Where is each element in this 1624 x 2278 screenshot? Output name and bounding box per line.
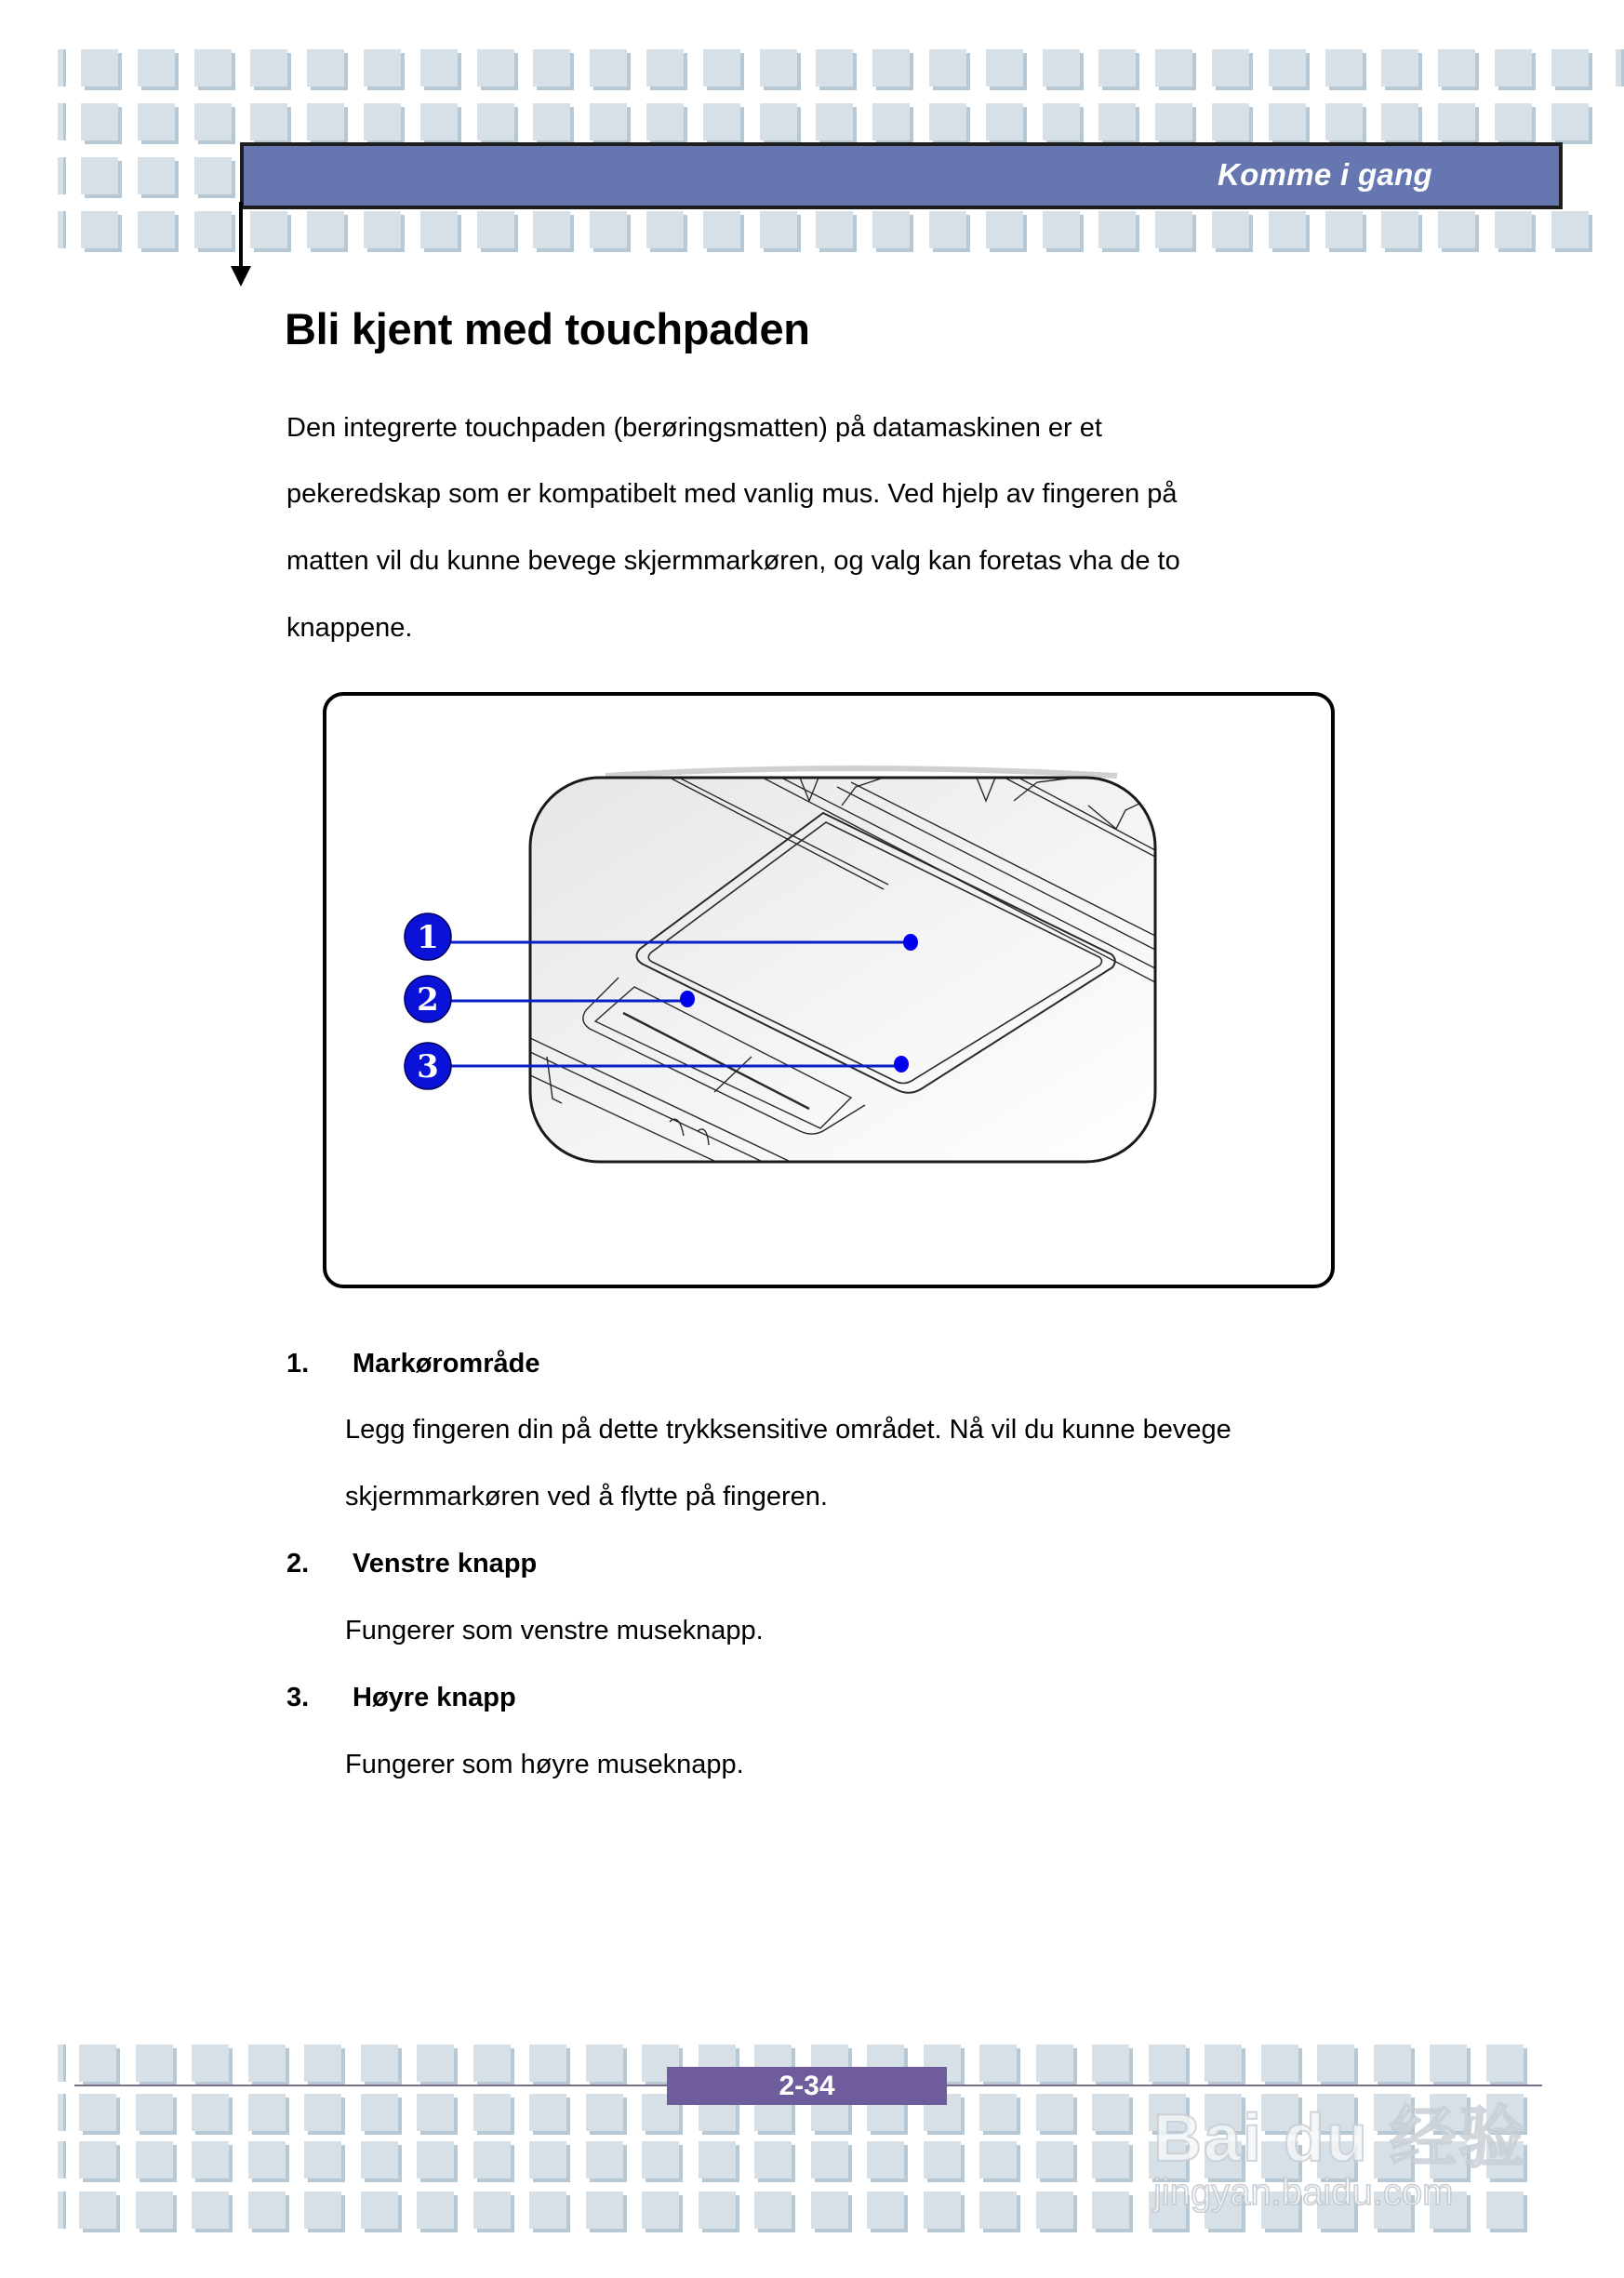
list-number: 1. — [286, 1349, 310, 1379]
callout-2-icon — [405, 976, 451, 1022]
grid-square — [420, 49, 458, 87]
grid-square — [1495, 103, 1532, 140]
grid-square — [473, 2191, 511, 2229]
grid-square — [250, 103, 287, 140]
grid-square — [79, 2045, 116, 2082]
grid-square — [1551, 211, 1589, 248]
grid-square — [533, 211, 570, 248]
grid-square — [304, 2094, 341, 2131]
grid-square — [138, 49, 175, 87]
grid-square — [1551, 103, 1589, 140]
grid-square — [1212, 49, 1249, 87]
grid-square — [417, 2191, 454, 2229]
baidu-watermark — [1153, 2032, 1553, 2237]
grid-square — [138, 157, 175, 194]
grid-square — [194, 157, 232, 194]
grid-square — [754, 2141, 792, 2178]
grid-square — [361, 2191, 398, 2229]
grid-square — [79, 2094, 116, 2131]
grid-square — [1325, 103, 1363, 140]
grid-square — [816, 211, 853, 248]
grid-square — [867, 2191, 904, 2229]
grid-square — [420, 103, 458, 140]
grid-square — [1092, 2094, 1129, 2131]
grid-square — [1325, 49, 1363, 87]
arrow-head-icon — [231, 266, 251, 286]
section-title: Komme i gang — [1218, 157, 1432, 192]
grid-square — [79, 2141, 116, 2178]
grid-square — [646, 103, 684, 140]
grid-square — [304, 2045, 341, 2082]
grid-square — [811, 2141, 848, 2178]
grid-strip — [58, 103, 63, 140]
grid-square — [477, 211, 514, 248]
grid-square — [192, 2045, 229, 2082]
grid-square — [307, 103, 344, 140]
grid-square — [646, 211, 684, 248]
grid-strip — [58, 211, 63, 248]
grid-square — [586, 2094, 623, 2131]
grid-square — [1098, 49, 1136, 87]
grid-square — [929, 103, 966, 140]
grid-square — [1325, 211, 1363, 248]
grid-square — [1036, 2094, 1073, 2131]
grid-square — [754, 2191, 792, 2229]
grid-square — [816, 103, 853, 140]
grid-square — [1269, 103, 1306, 140]
grid-square — [361, 2141, 398, 2178]
grid-square — [1036, 2141, 1073, 2178]
callout-3-icon — [405, 1043, 451, 1089]
grid-square — [1212, 211, 1249, 248]
grid-square — [1438, 49, 1475, 87]
grid-square — [586, 2141, 623, 2178]
list-text-line: skjermmarkøren ved å flytte på fingeren. — [345, 1482, 828, 1512]
watermark-logo: Bai du 经验 — [1153, 2101, 1528, 2176]
grid-square — [590, 211, 627, 248]
grid-square — [420, 211, 458, 248]
grid-square — [79, 2191, 116, 2229]
intro-line: knappene. — [286, 613, 413, 643]
grid-square — [811, 2191, 848, 2229]
grid-square — [1438, 103, 1475, 140]
grid-square — [590, 103, 627, 140]
grid-square — [473, 2094, 511, 2131]
grid-square — [473, 2045, 511, 2082]
grid-square — [929, 211, 966, 248]
grid-square — [1495, 49, 1532, 87]
grid-square — [1043, 211, 1080, 248]
grid-square — [250, 49, 287, 87]
grid-square — [703, 103, 740, 140]
grid-square — [248, 2094, 286, 2131]
grid-square — [307, 211, 344, 248]
grid-square — [699, 2191, 736, 2229]
grid-square — [1381, 211, 1418, 248]
grid-square — [361, 2094, 398, 2131]
grid-square — [529, 2141, 566, 2178]
grid-square — [979, 2045, 1017, 2082]
grid-square — [136, 2045, 173, 2082]
grid-strip — [58, 157, 63, 194]
intro-line: matten vil du kunne bevege skjermmarkøren, og valg kan foretas vha de to — [286, 546, 1180, 576]
grid-square — [1155, 49, 1192, 87]
grid-square — [194, 49, 232, 87]
grid-square — [364, 211, 401, 248]
grid-square — [1381, 49, 1418, 87]
grid-square — [529, 2191, 566, 2229]
grid-square — [81, 103, 118, 140]
intro-line: Den integrerte touchpaden (berøringsmatten) på datamaskinen er et — [286, 413, 1102, 443]
page-number-badge: 2-34 — [667, 2067, 947, 2105]
grid-square — [81, 49, 118, 87]
grid-square — [986, 103, 1023, 140]
grid-square — [586, 2191, 623, 2229]
grid-square — [533, 49, 570, 87]
grid-square — [136, 2191, 173, 2229]
grid-square — [1098, 211, 1136, 248]
grid-square — [699, 2141, 736, 2178]
grid-square — [417, 2141, 454, 2178]
grid-square — [533, 103, 570, 140]
grid-square — [417, 2045, 454, 2082]
grid-square — [642, 2141, 679, 2178]
grid-square — [250, 211, 287, 248]
grid-square — [81, 157, 118, 194]
grid-strip — [58, 2191, 63, 2229]
grid-square — [1043, 49, 1080, 87]
grid-square — [192, 2141, 229, 2178]
grid-square — [1212, 103, 1249, 140]
grid-square — [477, 49, 514, 87]
grid-square — [986, 49, 1023, 87]
grid-square — [361, 2045, 398, 2082]
list-text-line: Legg fingeren din på dette trykksensitive området. Nå vil du kunne bevege — [345, 1415, 1231, 1445]
grid-square — [138, 103, 175, 140]
grid-square — [760, 49, 797, 87]
grid-square — [477, 103, 514, 140]
grid-square — [194, 103, 232, 140]
grid-square — [703, 211, 740, 248]
grid-strip — [58, 2045, 63, 2082]
grid-square — [867, 2141, 904, 2178]
section-header-bar — [240, 142, 1563, 209]
list-heading: Høyre knapp — [353, 1683, 516, 1712]
grid-strip — [58, 2094, 63, 2131]
grid-square — [417, 2094, 454, 2131]
page-title: Bli kjent med touchpaden — [285, 304, 810, 353]
grid-square — [136, 2094, 173, 2131]
grid-square — [979, 2191, 1017, 2229]
grid-square — [248, 2045, 286, 2082]
grid-square — [872, 103, 910, 140]
grid-square — [816, 49, 853, 87]
grid-square — [248, 2191, 286, 2229]
grid-square — [924, 2191, 961, 2229]
svg-text:1: 1 — [417, 919, 439, 956]
svg-text:2: 2 — [417, 981, 439, 1019]
grid-square — [192, 2191, 229, 2229]
grid-square — [872, 49, 910, 87]
arrow-down-icon — [239, 202, 243, 269]
list-heading: Markørområde — [353, 1349, 540, 1379]
grid-square — [1092, 2141, 1129, 2178]
grid-square — [1495, 211, 1532, 248]
list-text-line: Fungerer som høyre museknapp. — [345, 1750, 744, 1779]
grid-square — [586, 2045, 623, 2082]
grid-square — [248, 2141, 286, 2178]
grid-square — [979, 2141, 1017, 2178]
grid-strip — [58, 2141, 63, 2178]
grid-square — [760, 211, 797, 248]
grid-square — [590, 49, 627, 87]
grid-square — [529, 2094, 566, 2131]
watermark-url: jingyan.baidu.com — [1153, 2172, 1454, 2213]
grid-square — [703, 49, 740, 87]
grid-square — [986, 211, 1023, 248]
grid-square — [192, 2094, 229, 2131]
grid-square — [1092, 2191, 1129, 2229]
grid-square — [760, 103, 797, 140]
grid-square — [529, 2045, 566, 2082]
intro-line: pekeredskap som er kompatibelt med vanlig mus. Ved hjelp av fingeren på — [286, 479, 1178, 509]
grid-square — [136, 2141, 173, 2178]
grid-square — [1551, 49, 1589, 87]
callout-1-icon — [405, 913, 451, 960]
svg-text:3: 3 — [417, 1048, 439, 1086]
grid-square — [979, 2094, 1017, 2131]
grid-square — [1155, 103, 1192, 140]
grid-square — [929, 49, 966, 87]
grid-square — [1269, 49, 1306, 87]
grid-square — [364, 103, 401, 140]
grid-square — [872, 211, 910, 248]
grid-square — [1155, 211, 1192, 248]
grid-square — [307, 49, 344, 87]
grid-square — [473, 2141, 511, 2178]
grid-square — [1043, 103, 1080, 140]
touchpad-figure — [323, 692, 1335, 1288]
grid-square — [304, 2191, 341, 2229]
grid-square — [1036, 2191, 1073, 2229]
grid-square — [646, 49, 684, 87]
grid-square — [1269, 211, 1306, 248]
grid-square — [138, 211, 175, 248]
grid-square — [642, 2191, 679, 2229]
touchpad-illustration — [326, 696, 1331, 1285]
list-text-line: Fungerer som venstre museknapp. — [345, 1616, 764, 1645]
list-number: 2. — [286, 1549, 310, 1579]
grid-square — [364, 49, 401, 87]
grid-square — [1036, 2045, 1073, 2082]
grid-square — [304, 2141, 341, 2178]
grid-square — [1438, 211, 1475, 248]
grid-square — [1098, 103, 1136, 140]
grid-strip — [58, 49, 63, 87]
list-heading: Venstre knapp — [353, 1549, 538, 1579]
grid-square — [81, 211, 118, 248]
grid-square — [924, 2141, 961, 2178]
list-number: 3. — [286, 1683, 310, 1712]
grid-square — [1381, 103, 1418, 140]
grid-square — [1092, 2045, 1129, 2082]
grid-square — [194, 211, 232, 248]
